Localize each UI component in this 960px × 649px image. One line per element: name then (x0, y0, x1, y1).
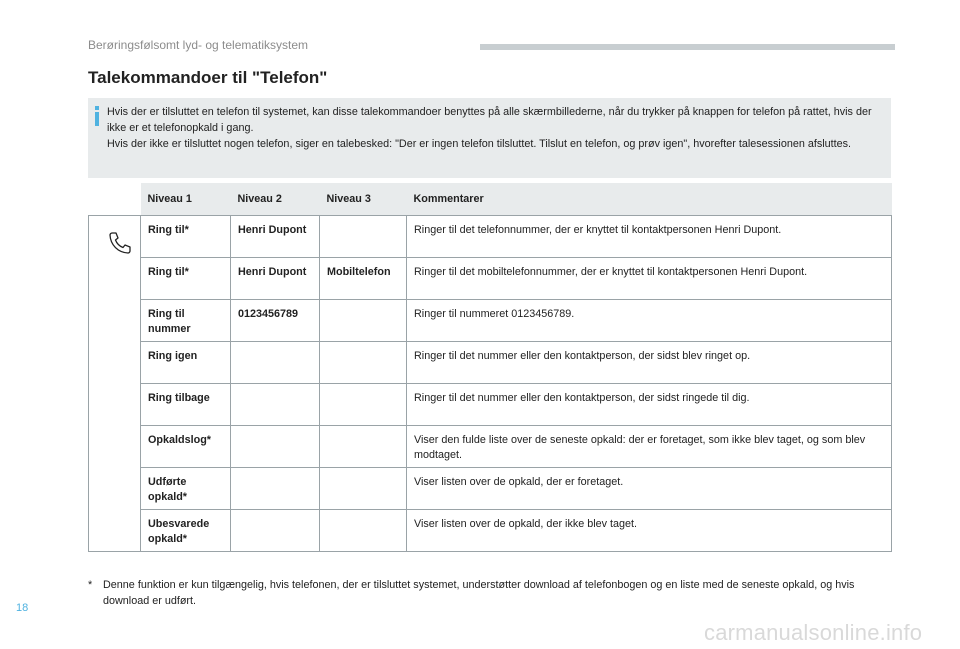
page-number: 18 (16, 602, 29, 614)
cell-level3 (320, 216, 407, 258)
table-header-blank (89, 183, 141, 216)
cell-level3 (320, 468, 407, 510)
table-row (89, 468, 892, 510)
table-header-comments: Kommentarer (407, 183, 892, 216)
cell-level2 (231, 342, 320, 384)
cell-comment: Viser listen over de opkald, der er foretaget. (407, 468, 892, 510)
cell-level1: Ring til* (141, 258, 231, 300)
table-row (89, 258, 892, 300)
watermark: carmanualsonline.info (704, 620, 923, 645)
info-text (107, 104, 887, 152)
cell-comment: Viser listen over de opkald, der ikke blev taget. (407, 510, 892, 552)
cell-level2 (231, 510, 320, 552)
phone-icon (106, 229, 134, 257)
info-paragraph-2: Hvis der ikke er tilsluttet nogen telefon, siger en talebesked: "Der er ingen telefon tilsluttet. Tilslut en telefon, og prøv igen", hvorefter talesessionen afsluttes. (107, 138, 852, 150)
cell-comment: Viser den fulde liste over de seneste opkald: der er foretaget, som ikke blev taget, og som blev modtaget. (407, 426, 892, 468)
page-title: Talekommandoer til "Telefon" (88, 68, 328, 87)
cell-comment: Ringer til det telefonnummer, der er knyttet til kontaktpersonen Henri Dupont. (407, 216, 892, 258)
table-header-level3: Niveau 3 (320, 183, 407, 216)
cell-level1: Udførte opkald* (141, 468, 231, 510)
cell-level2 (231, 384, 320, 426)
table-row (89, 426, 892, 468)
cell-level1: Ring igen (141, 342, 231, 384)
table-row (89, 510, 892, 552)
info-icon (94, 106, 100, 126)
header-bar (480, 44, 895, 50)
table-row (89, 216, 892, 258)
table-row (89, 342, 892, 384)
cell-comment: Ringer til det mobiltelefonnummer, der er knyttet til kontaktpersonen Henri Dupont. (407, 258, 892, 300)
table-header-level2: Niveau 2 (231, 183, 320, 216)
table-header-row (89, 183, 892, 216)
cell-level2: Henri Dupont (231, 258, 320, 300)
cell-level2 (231, 426, 320, 468)
cell-level3 (320, 342, 407, 384)
footnote (88, 577, 878, 609)
cell-comment: Ringer til nummeret 0123456789. (407, 300, 892, 342)
cell-level2: Henri Dupont (231, 216, 320, 258)
cell-level2 (231, 468, 320, 510)
cell-level1: Ring til* (141, 216, 231, 258)
cell-level3 (320, 510, 407, 552)
cell-level1: Ring til nummer (141, 300, 231, 342)
info-box (88, 98, 891, 178)
footnote-text: Denne funktion er kun tilgængelig, hvis telefonen, der er tilsluttet systemet, understøtter download af telefonbogen og en liste med de seneste opkald, og hvis download er udført. (103, 579, 855, 607)
table-row (89, 300, 892, 342)
phone-icon-cell (89, 216, 141, 552)
cell-comment: Ringer til det nummer eller den kontaktperson, der sidst ringede til dig. (407, 384, 892, 426)
info-paragraph-1: Hvis der er tilsluttet en telefon til systemet, kan disse talekommandoer benyttes på alle skærmbillederne, når du trykker på knappen for telefon på rattet, hvis der ikke er et telefonopkald i gang. (107, 106, 872, 134)
table-row (89, 384, 892, 426)
table-header-level1: Niveau 1 (141, 183, 231, 216)
cell-level3 (320, 384, 407, 426)
footnote-marker: * (88, 579, 93, 591)
section-header: Berøringsfølsomt lyd- og telematiksystem (88, 38, 309, 52)
cell-level1: Opkaldslog* (141, 426, 231, 468)
cell-level2: 0123456789 (231, 300, 320, 342)
voice-command-table (88, 183, 892, 552)
cell-level3 (320, 426, 407, 468)
cell-level3 (320, 300, 407, 342)
cell-level1: Ring tilbage (141, 384, 231, 426)
cell-level3: Mobiltelefon (320, 258, 407, 300)
cell-level1: Ubesvarede opkald* (141, 510, 231, 552)
cell-comment: Ringer til det nummer eller den kontaktperson, der sidst blev ringet op. (407, 342, 892, 384)
